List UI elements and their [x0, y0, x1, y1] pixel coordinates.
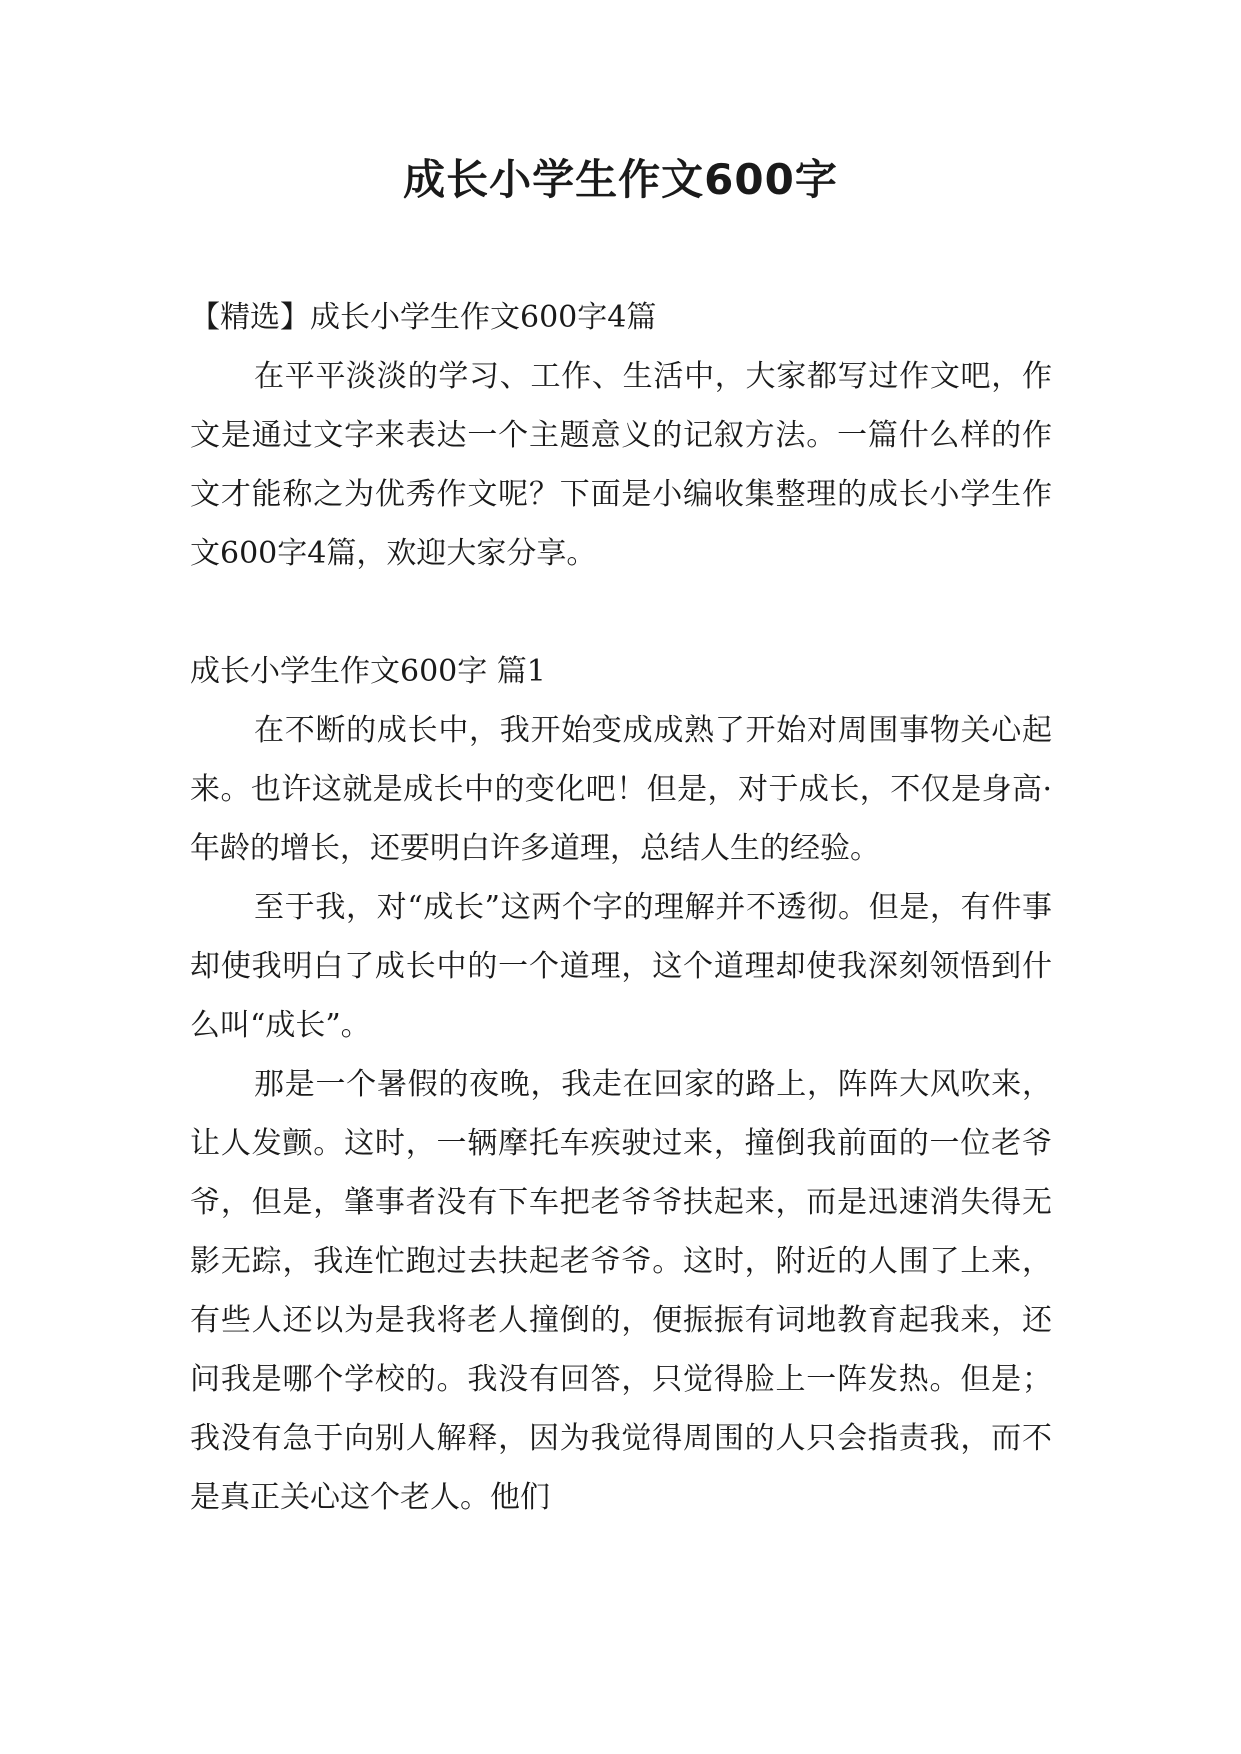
body-paragraph-2: 至于我，对“成长”这两个字的理解并不透彻。但是，有件事却使我明白了成长中的一个道理，这个道理却使我深刻领悟到什么叫“成长”。 [190, 890, 1052, 1043]
intro-paragraph: 在平平淡淡的学习、工作、生活中，大家都写过作文吧，作文是通过文字来表达一个主题意义的记叙方法。一篇什么样的作文才能称之为优秀作文呢？下面是小编收集整理的成长小学生作文600字4篇，欢迎大家分享。 [190, 359, 1052, 571]
document-title: 成长小学生作文600字 [403, 155, 838, 204]
intro-heading: 【精选】成长小学生作文600字4篇 [190, 300, 657, 335]
body-paragraph-3: 那是一个暑假的夜晚，我走在回家的路上，阵阵大风吹来，让人发颤。这时，一辆摩托车疾驶过来，撞倒我前面的一位老爷爷，但是，肇事者没有下车把老爷爷扶起来，而是迅速消失得无影无踪，我连忙跑过去扶起老爷爷。这时，附近的人围了上来，有些人还以为是我将老人撞倒的，便振振有词地教育起我来，还问我是哪个学校的。我没有回答，只觉得脸上一阵发热。但是；我没有急于向别人解释，因为我觉得周围的人只会指责我，而不是真正关心这个老人。他们 [190, 1067, 1052, 1515]
document-body [190, 288, 1052, 1527]
body-paragraph-1: 在不断的成长中，我开始变成成熟了开始对周围事物关心起来。也许这就是成长中的变化吧！但是，对于成长，不仅是身高·年龄的增长，还要明白许多道理，总结人生的经验。 [190, 713, 1052, 866]
section-heading: 成长小学生作文600字 篇1 [190, 654, 546, 689]
section-spacer [190, 583, 1052, 642]
